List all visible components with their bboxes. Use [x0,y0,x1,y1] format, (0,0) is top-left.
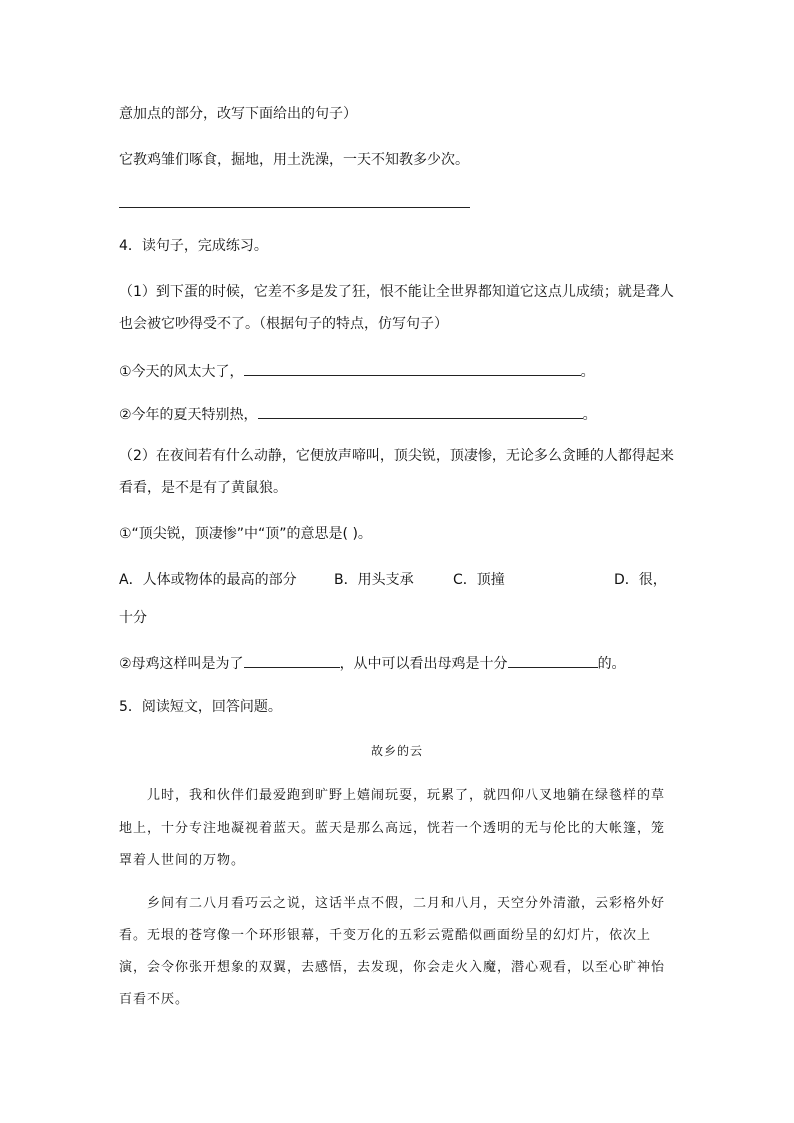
option-c[interactable]: C．顶撞 [453,572,505,588]
sub-question-2-text: ②母鸡这样叫是为了 [119,656,244,672]
answer-blank[interactable] [508,652,598,668]
passage-line: 地上，十分专注地凝视着蓝天。蓝天是那么高远，恍若一个透明的无与伦比的大帐篷，笼 [119,821,666,836]
option-d[interactable]: D．很， [614,572,667,588]
question-4-2-text: 看看，是不是有了黄鼠狼。 [119,480,287,496]
passage-line: 罩着人世间的万物。 [119,853,246,868]
passage-title: 故乡的云 [370,744,423,758]
passage-line: 看。无垠的苍穹像一个环形银幕，千变万化的五彩云霓酷似画面纷呈的幻灯片，依次上 [119,928,652,943]
option-b[interactable]: B．用头支承 [334,572,414,588]
fill-sentence-2-suffix: 。 [582,407,597,423]
fill-sentence-1 [119,360,595,382]
sub-question-2 [119,652,626,674]
answer-blank[interactable] [258,403,583,419]
sub-question-2-text: ，从中可以看出母鸡是十分 [339,656,508,672]
option-d-continued: 十分 [119,610,147,626]
passage-line: 百看不厌。 [119,992,190,1007]
text-line: 意加点的部分，改写下面给出的句子） [119,106,357,122]
fill-sentence-2-prefix: ②今年的夏天特别热， [119,407,258,423]
question-4-1-text: （1）到下蛋的时候，它差不多是发了狂，恨不能让全世界都知道它这点儿成绩；就是聋人 [119,284,674,300]
passage-line: 乡间有二八月看巧云之说，这话半点不假，二月和八月，天空分外清澈，云彩格外好 [147,896,666,911]
sub-question-1: ①“顶尖锐，顶凄惨”中“顶”的意思是( )。 [119,526,372,542]
answer-blank[interactable] [244,360,581,376]
question-5-heading: 5．阅读短文，回答问题。 [119,699,282,715]
fill-sentence-1-suffix: 。 [580,364,595,380]
passage-line: 演，会令你张开想象的双翼，去感悟，去发现，你会走火入魔，潜心观看，以至心旷神怡 [119,960,666,975]
sub-question-2-text: 的。 [597,656,626,672]
question-4-heading: 4．读句子，完成练习。 [119,238,268,254]
question-4-1-text: 也会被它吵得受不了。（根据句子的特点，仿写句子） [119,316,448,332]
question-4-2-text: （2）在夜间若有什么动静，它便放声啼叫，顶尖锐，顶凄惨，无论多么贪睡的人都得起来 [119,448,674,464]
text-line: 它教鸡雏们啄食，掘地，用土洗澡，一天不知教多少次。 [119,152,469,168]
answer-blank[interactable] [244,652,340,668]
answer-line [119,207,470,208]
fill-sentence-1-prefix: ①今天的风太大了， [119,364,244,380]
option-a[interactable]: A．人体或物体的最高的部分 [119,572,297,588]
fill-sentence-2 [119,403,597,425]
passage-line: 儿时，我和伙伴们最爱跑到旷野上嬉闹玩耍，玩累了，就四仰八叉地躺在绿毯样的草 [147,788,666,803]
